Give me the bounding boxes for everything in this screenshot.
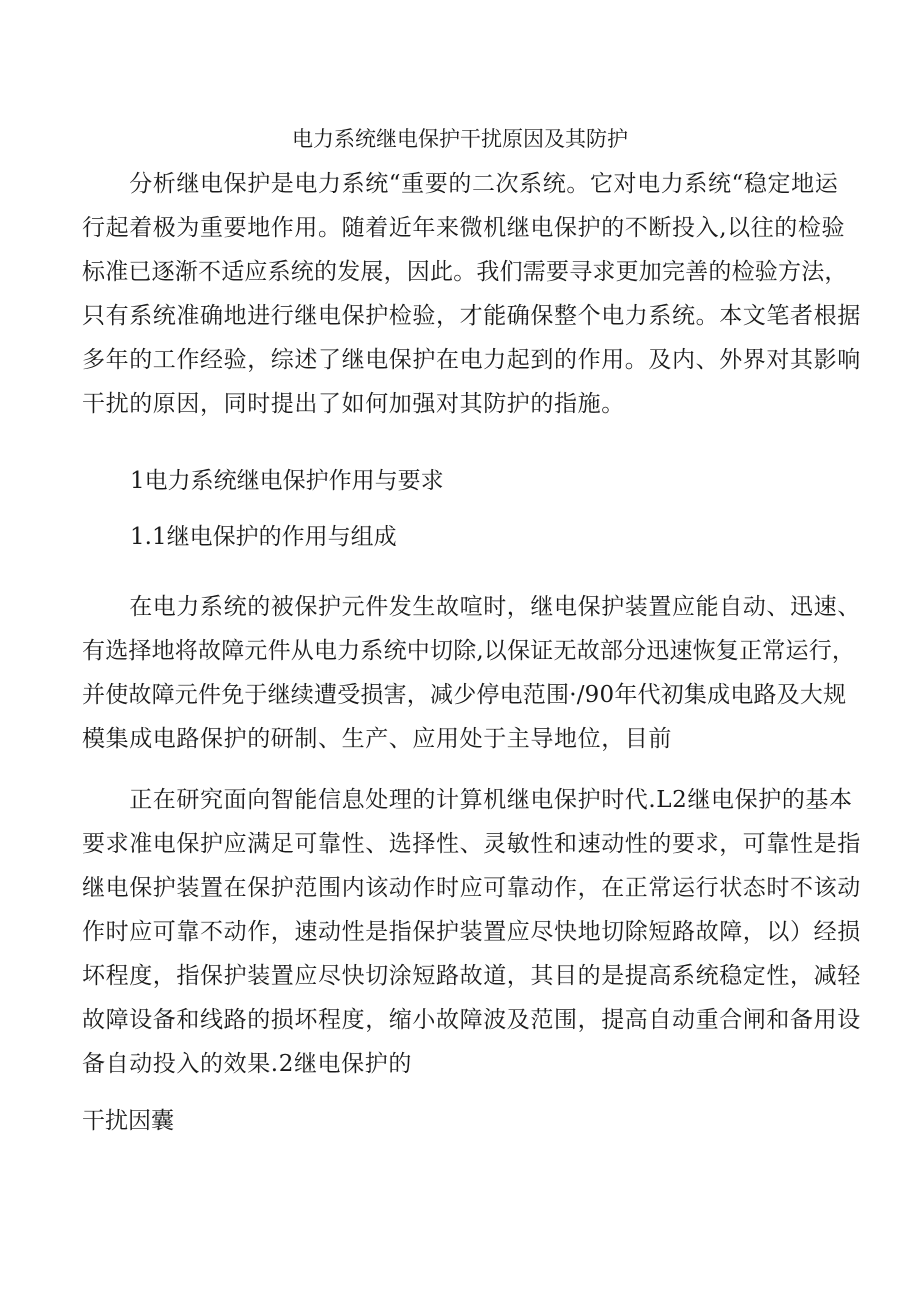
text-line: 继电保护装置在保护范围内该动作时应可靠动作，在正常运行状态时不该动 [82,875,861,901]
text-line: 行起着极为重要地作用。随着近年来微机继电保护的不断投入,以往的检验 [82,215,846,241]
text-line: 要求准电保护应满足可靠性、选择性、灵敏性和速动性的要求，可靠性是指 [82,831,861,857]
text-line: 只有系统准确地进行继电保护检验，才能确保整个电力系统。本文笔者根据 [82,303,861,329]
text-line: 模集成电路保护的研制、生产、应用处于主导地位，目前 [82,726,672,752]
document-title: 电力系统继电保护干扰原因及其防护 [292,127,628,151]
text-line: 故障设备和线路的损坏程度，缩小故障波及范围，提高自动重合闸和备用设 [82,1007,861,1033]
body-paragraph [82,778,861,1086]
text-line: 干扰的原因，同时提出了如何加强对其防护的指施。 [82,391,625,417]
text-line: 备自动投入的效果.2继电保护的 [82,1051,412,1077]
text-line: 在电力系统的被保护元件发生故喧时，继电保护装置应能自动、迅速、 [82,594,861,620]
text-line: 标准已逐渐不适应系统的发展，因此。我们需要寻求更加完善的检验方法， [82,259,848,285]
text-line: 正在研究面向智能信息处理的计算机继电保护时代.L2继电保护的基本 [82,787,853,813]
trailing-text-line: 干扰因囊 [82,1108,174,1134]
text-line: 分析继电保护是电力系统“重要的二次系统。它对电力系统“稳定地运 [82,171,839,197]
text-line: 作时应可靠不动作，速动性是指保护装置应尽快地切除短路故障，以）经损 [82,919,861,945]
text-line: 并使故障元件免于继续遭受损害，减少停电范围·/90年代初集成电路及大规 [82,682,847,708]
section-1-1-heading: 1.1继电保护的作用与组成 [130,524,397,550]
abstract-paragraph [82,162,861,426]
text-line: 有选择地将故障元件从电力系统中切除,以保证无故部分迅速恢复正常运行， [82,638,856,664]
section-1-heading: 1电力系统继电保护作用与要求 [130,468,444,494]
text-line: 坏程度，指保护装置应尽快切涂短路故道，其目的是提高系统稳定性，减轻 [82,963,861,989]
body-paragraph [82,585,861,761]
text-line: 多年的工作经验，综述了继电保护在电力起到的作用。及内、外界对其影响 [82,347,861,373]
